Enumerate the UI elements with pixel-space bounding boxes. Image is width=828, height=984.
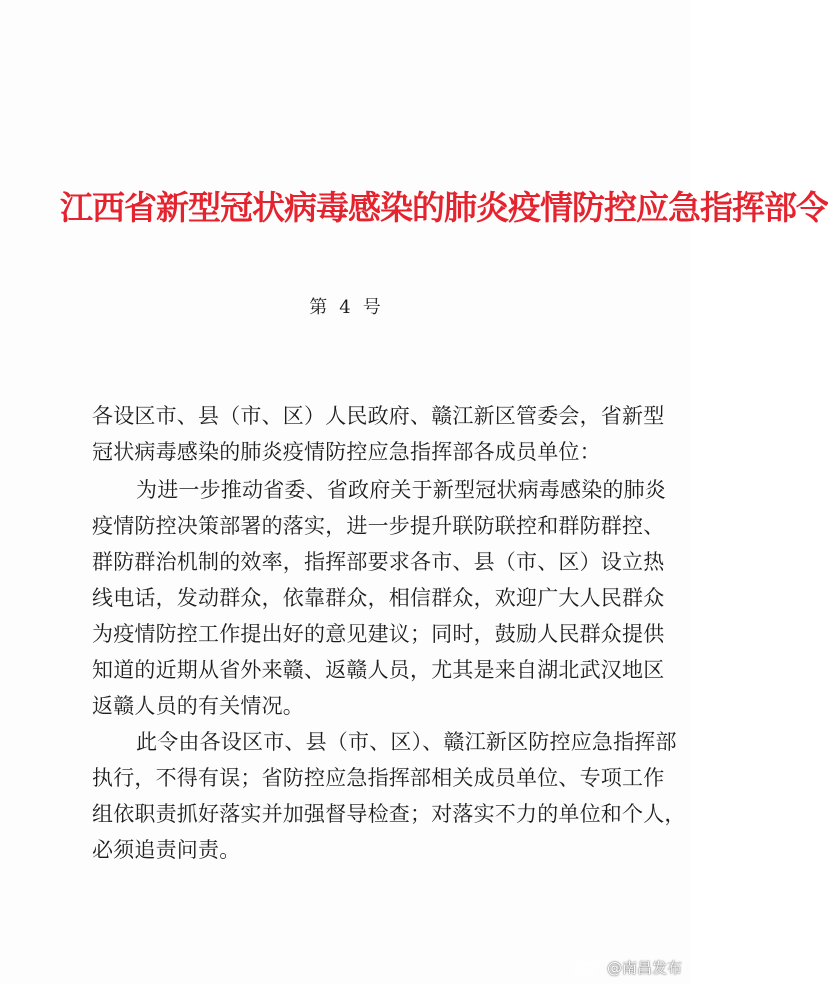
document-title: 江西省新型冠状病毒感染的肺炎疫情防控应急指挥部令 <box>60 188 828 227</box>
body-line: 线电话，发动群众，依靠群众，相信群众，欢迎广大人民群众 <box>92 586 665 610</box>
document-number-value: 4 <box>339 297 351 318</box>
body-line: 群防群治机制的效率，指挥部要求各市、县（市、区）设立热 <box>92 550 665 574</box>
document-number <box>0 293 690 319</box>
watermark-text: @南昌发布 <box>606 959 682 977</box>
body-line: 必须追责问责。 <box>92 838 241 862</box>
body-line: 为进一步推动省委、省政府关于新型冠状病毒感染的肺炎 <box>136 478 666 502</box>
body-line: 执行，不得有误；省防控应急指挥部相关成员单位、专项工作 <box>92 766 665 790</box>
weibo-logo-icon <box>573 958 603 978</box>
body-line: 此令由各设区市、县（市、区）、赣江新区防控应急指挥部 <box>136 730 677 754</box>
watermark <box>573 957 682 978</box>
document-number-suffix: 号 <box>362 297 381 318</box>
body-line: 各设区市、县（市、区）人民政府、赣江新区管委会，省新型 <box>92 404 665 428</box>
body-line: 为疫情防控工作提出好的意见建议；同时，鼓励人民群众提供 <box>92 622 665 646</box>
body-line: 冠状病毒感染的肺炎疫情防控应急指挥部各成员单位： <box>92 440 601 464</box>
body-line: 知道的近期从省外来赣、返赣人员，尤其是来自湖北武汉地区 <box>92 658 665 682</box>
body-line: 组依职责抓好落实并加强督导检查；对落实不力的单位和个人， <box>92 802 686 826</box>
document-number-prefix: 第 <box>309 297 328 318</box>
body-line: 返赣人员的有关情况。 <box>92 694 304 718</box>
body-line: 疫情防控决策部署的落实，进一步提升联防联控和群防群控、 <box>92 514 665 538</box>
